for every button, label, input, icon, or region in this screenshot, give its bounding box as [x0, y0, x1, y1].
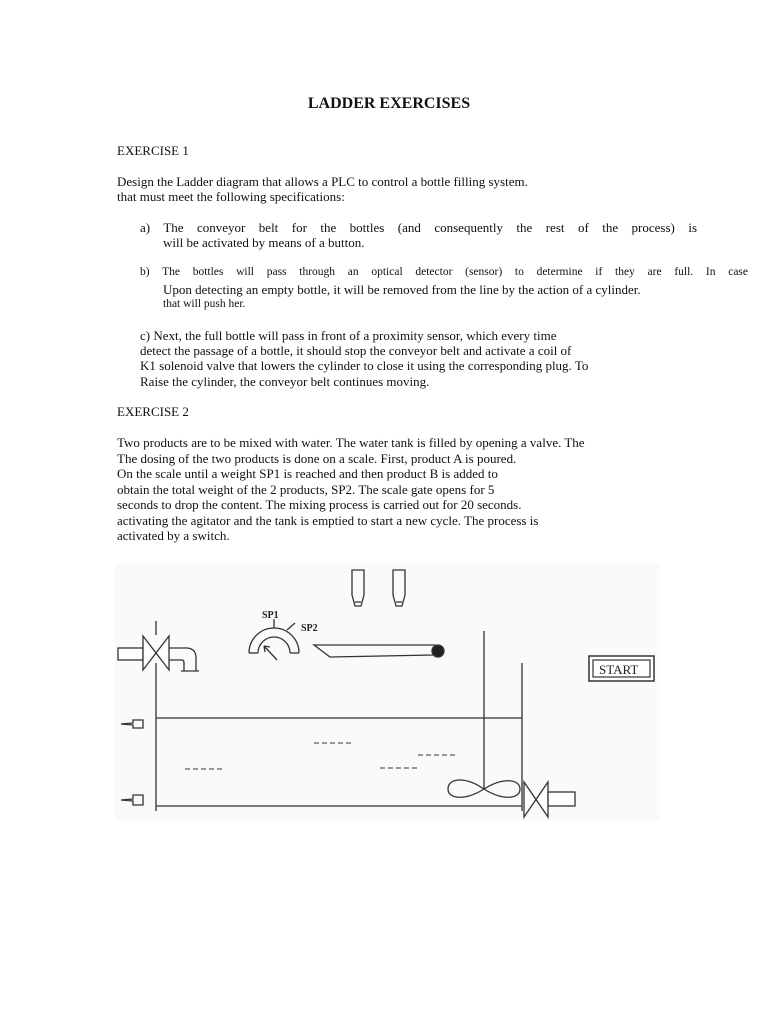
- spec-c-line: detect the passage of a bottle, it should stop the conveyor belt and activate a coil of: [140, 343, 572, 358]
- spec-c-line: Raise the cylinder, the conveyor belt continues moving.: [140, 374, 430, 389]
- exercise-2-line: On the scale until a weight SP1 is reached and then product B is added to: [117, 466, 498, 481]
- exercise-2-line: seconds to drop the content. The mixing process is carried out for 20 seconds.: [117, 497, 522, 512]
- exercise-1-intro-line: Design the Ladder diagram that allows a PLC to control a bottle filling system.: [117, 174, 528, 189]
- spec-b-line: b) The bottles will pass through an optical detector (sensor) to determine if they are full. In case: [140, 266, 748, 278]
- exercise-1-heading: EXERCISE 1: [117, 143, 189, 158]
- start-button-label: START: [599, 662, 639, 677]
- spec-b-line: Upon detecting an empty bottle, it will be removed from the line by the action of a cylinder.: [163, 282, 641, 297]
- spec-a-line: a) The conveyor belt for the bottles (and consequently the rest of the process) is: [140, 220, 697, 235]
- exercise-1-intro-line: that must meet the following specifications:: [117, 189, 345, 204]
- exercise-2-line: Two products are to be mixed with water. The water tank is filled by opening a valve. The: [117, 435, 585, 450]
- exercise-2-line: activated by a switch.: [117, 528, 230, 543]
- exercise-2-line: obtain the total weight of the 2 products, SP2. The scale gate opens for 5: [117, 482, 495, 497]
- spec-c-line: K1 solenoid valve that lowers the cylinder to close it using the corresponding plug. To: [140, 358, 589, 373]
- mixing-system-diagram: [115, 563, 660, 821]
- sp2-label: SP2: [301, 623, 318, 634]
- spec-a-line: will be activated by means of a button.: [163, 235, 365, 250]
- spec-c-line: c) Next, the full bottle will pass in front of a proximity sensor, which every time: [140, 328, 557, 343]
- spec-b-line: that will push her.: [163, 298, 246, 310]
- exercise-2-line: activating the agitator and the tank is emptied to start a new cycle. The process is: [117, 513, 539, 528]
- page-title: LADDER EXERCISES: [307, 95, 471, 112]
- exercise-2-heading: EXERCISE 2: [117, 404, 189, 419]
- exercise-2-line: The dosing of the two products is done on a scale. First, product A is poured.: [117, 451, 517, 466]
- sp1-label: SP1: [262, 610, 279, 621]
